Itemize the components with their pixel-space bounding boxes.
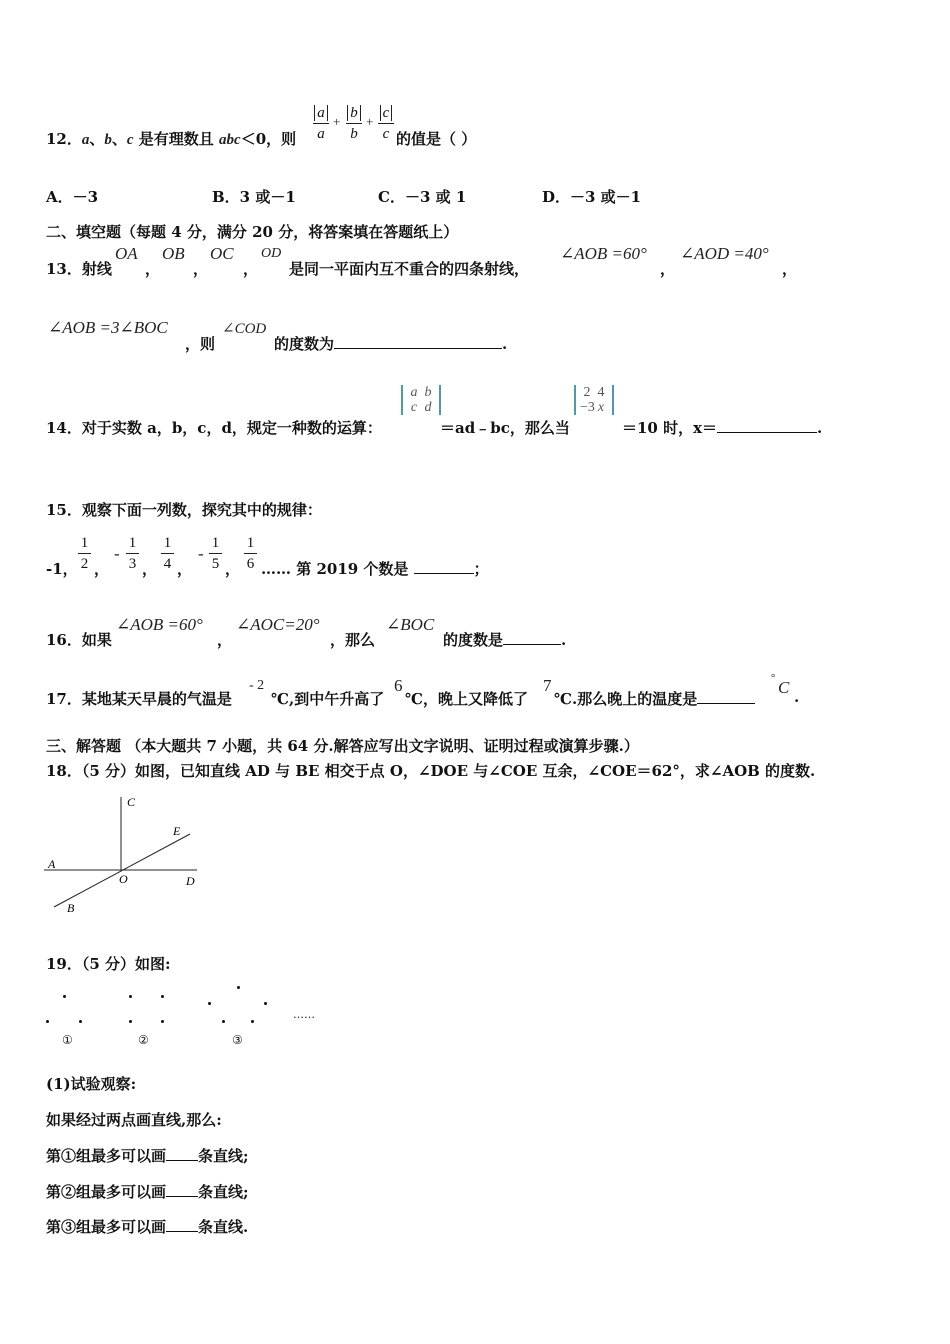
q13-ray-ob: OB bbox=[162, 244, 185, 263]
plus-sign: + bbox=[366, 114, 374, 129]
q14-answer-blank[interactable] bbox=[717, 432, 817, 433]
q16-cond1: ∠AOB =60° bbox=[116, 615, 203, 634]
q13-ray-oc: OC bbox=[210, 244, 234, 263]
q12-frac-c: c c bbox=[378, 104, 394, 143]
comma: ， bbox=[660, 260, 676, 278]
q13-num: 13．射线 bbox=[46, 260, 112, 278]
comma: ， bbox=[193, 260, 209, 278]
q12-tail: 的值是（ ） bbox=[396, 130, 477, 148]
q18-text: 18．（5 分）如图，已知直线 AD 与 BE 相交于点 O，∠DOE 与∠COE 互余，∠COE＝62°，求∠AOB 的度数. bbox=[46, 762, 816, 780]
q19-sub1: (1)试验观察: bbox=[46, 1075, 137, 1093]
degree-sign: ° bbox=[771, 672, 776, 684]
q16-then: ，那么 bbox=[330, 631, 376, 649]
q19-item-3: 第③组最多可以画 条直线. bbox=[46, 1218, 249, 1236]
label-o: O bbox=[119, 872, 128, 886]
q17-drop: 7 bbox=[543, 676, 552, 695]
comma: ， bbox=[142, 560, 158, 578]
comma: ， bbox=[243, 260, 259, 278]
q16-answer-blank[interactable] bbox=[503, 644, 561, 645]
q14-text1: 14．对于实数 a，b，c，d，规定一种数的运算： bbox=[46, 419, 382, 437]
minus-sign: - bbox=[114, 544, 120, 563]
q13-cond3: ∠AOB =3∠BOC bbox=[48, 318, 168, 337]
point bbox=[63, 995, 66, 998]
group-label-2: ② bbox=[138, 1033, 149, 1047]
label-a: A bbox=[48, 857, 56, 871]
q14-text3: ＝10 时，x＝ . bbox=[622, 419, 823, 437]
comma: ， bbox=[177, 560, 193, 578]
q19-item-1: 第①组最多可以画 条直线; bbox=[46, 1147, 249, 1165]
q13-text1: 是同一平面内互不重合的四条射线， bbox=[289, 260, 530, 278]
group-label-3: ③ bbox=[232, 1033, 243, 1047]
q12-option-b[interactable]: B．3 或－1 bbox=[212, 188, 296, 206]
comma: ， bbox=[94, 560, 110, 578]
point bbox=[79, 1020, 82, 1023]
q17-text2: ℃,到中午升高了 bbox=[271, 690, 385, 708]
q13-target: ∠COD bbox=[222, 321, 267, 337]
q14-determinant-2: 2 4 −3 x bbox=[574, 385, 614, 415]
q13-answer-blank[interactable] bbox=[334, 348, 502, 349]
q15-first: -1， bbox=[46, 560, 78, 578]
q13-ray-oa: OA bbox=[115, 244, 138, 263]
q15-answer-blank[interactable] bbox=[414, 573, 474, 574]
label-e: E bbox=[173, 824, 181, 838]
q15-frac-4: 1 5 bbox=[209, 534, 222, 573]
q17-answer-blank[interactable] bbox=[697, 703, 755, 704]
point bbox=[208, 1002, 211, 1005]
point bbox=[251, 1020, 254, 1023]
q14-determinant-1: a b c d bbox=[401, 385, 441, 415]
q19-item-2: 第②组最多可以画 条直线; bbox=[46, 1183, 249, 1201]
q15-text1: 15．观察下面一列数，探究其中的规律： bbox=[46, 501, 322, 519]
point bbox=[129, 995, 132, 998]
q15-tail: …… 第 2019 个数是 ； bbox=[261, 560, 489, 578]
q17-morning-temp: - 2 bbox=[249, 678, 265, 693]
point bbox=[161, 995, 164, 998]
q15-frac-2: 1 3 bbox=[126, 534, 139, 573]
point bbox=[237, 986, 240, 989]
q13-tail: 的度数为 . bbox=[274, 335, 508, 353]
q12-option-a[interactable]: A．－3 bbox=[46, 188, 99, 206]
point bbox=[264, 1002, 267, 1005]
point bbox=[222, 1020, 225, 1023]
q12-frac-a: a a bbox=[313, 104, 329, 143]
section-2-heading: 二、填空题（每题 4 分，满分 20 分，将答案填在答题纸上） bbox=[46, 223, 459, 241]
q12-option-c[interactable]: C．－3 或 1 bbox=[378, 188, 467, 206]
q16-text1: 16．如果 bbox=[46, 631, 112, 649]
q19-blank-1[interactable] bbox=[166, 1160, 198, 1161]
q18-figure bbox=[40, 794, 210, 919]
q17-unit: C bbox=[778, 678, 790, 697]
q16-tail: 的度数是 . bbox=[443, 631, 567, 649]
comma: ， bbox=[145, 260, 161, 278]
q17-text4: ℃.那么晚上的温度是 bbox=[554, 688, 755, 709]
q17-text1: 17．某地某天早晨的气温是 bbox=[46, 690, 232, 708]
section-3-heading: 三、解答题 （本大题共 7 小题，共 64 分.解答应写出文字说明、证明过程或演算步骤.） bbox=[46, 737, 639, 755]
group-label-1: ① bbox=[62, 1033, 73, 1047]
label-b: B bbox=[67, 901, 75, 915]
q19-blank-3[interactable] bbox=[166, 1231, 198, 1232]
point bbox=[129, 1020, 132, 1023]
minus-sign: - bbox=[198, 544, 204, 563]
comma: ， bbox=[782, 260, 798, 278]
q15-frac-5: 1 6 bbox=[244, 534, 257, 573]
q12-frac-b: b b bbox=[346, 104, 362, 143]
q17-end: . bbox=[794, 688, 800, 706]
q19-blank-2[interactable] bbox=[166, 1196, 198, 1197]
q13-ray-od: OD bbox=[261, 246, 282, 261]
q19-line1: 如果经过两点画直线,那么: bbox=[46, 1111, 222, 1129]
comma: ， bbox=[225, 560, 241, 578]
point bbox=[161, 1020, 164, 1023]
q13-then: ，则 bbox=[185, 335, 216, 353]
q14-text2: ＝ad﹣bc，那么当 bbox=[440, 419, 570, 437]
q15-frac-1: 1 2 bbox=[78, 534, 91, 573]
ellipsis: …… bbox=[293, 1008, 315, 1021]
q15-frac-3: 1 4 bbox=[161, 534, 174, 573]
q12-option-d[interactable]: D．－3 或－1 bbox=[542, 188, 642, 206]
point bbox=[46, 1020, 49, 1023]
q17-rise: 6 bbox=[394, 676, 403, 695]
q16-cond2: ∠AOC=20° bbox=[236, 615, 320, 634]
label-c: C bbox=[127, 795, 136, 809]
comma: ， bbox=[217, 631, 233, 649]
q13-cond1: ∠AOB =60° bbox=[560, 244, 647, 263]
plus-sign: + bbox=[333, 114, 341, 129]
q13-cond2: ∠AOD =40° bbox=[680, 244, 769, 263]
q12-stem: 12．a、b、c 是有理数且 abc＜0，则 bbox=[46, 130, 297, 148]
q17-text3: ℃，晚上又降低了 bbox=[405, 690, 528, 708]
q16-target: ∠BOC bbox=[386, 615, 435, 634]
label-d: D bbox=[186, 874, 195, 888]
q19-text: 19．（5 分）如图: bbox=[46, 955, 171, 973]
